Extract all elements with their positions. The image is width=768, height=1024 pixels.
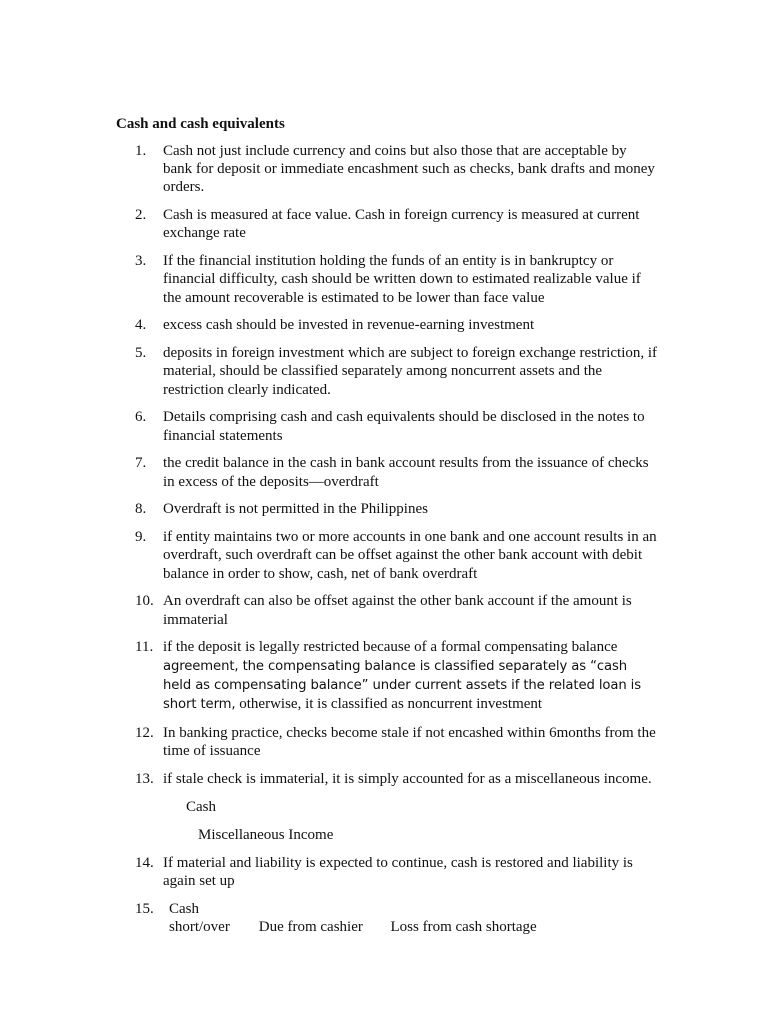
list-item — [0, 592, 768, 628]
list-number: 1. — [135, 143, 147, 159]
section-heading: Cash and cash equivalents — [116, 116, 285, 132]
list-item — [0, 638, 768, 714]
list-number: 7. — [135, 455, 147, 472]
list-item-text: otherwise, it is classified as noncurrent investment — [239, 696, 543, 713]
list-item-text: if entity maintains two or more accounts in one bank and one account results in an overdraft, such overdraft can be offset against the other bank account with debit balance in order to show, cash, net of bank overdraft — [163, 529, 657, 582]
list-number: 13. — [135, 770, 154, 787]
list-number: 14. — [135, 854, 154, 871]
list-item — [0, 454, 768, 490]
journal-debit-account: Cash — [186, 798, 216, 815]
list-number: 15. — [135, 900, 154, 917]
list-item — [0, 500, 768, 518]
list-number: 12. — [135, 724, 154, 741]
list-number: 6. — [135, 409, 147, 426]
list-item-text: If the financial institution holding the funds of an entity is in bankruptcy or financial difficulty, cash should be written down to estimated realizable value if the amount recoverable is estimated to be lower than face value — [163, 253, 641, 306]
list-item-text: excess cash should be invested in revenue-earning investment — [163, 317, 535, 334]
list-item — [0, 408, 768, 444]
list-number: 9. — [135, 529, 147, 546]
list-item — [0, 252, 768, 307]
list-item-text: Details comprising cash and cash equivalents should be disclosed in the notes to financial statements — [163, 409, 645, 444]
list-item — [0, 344, 768, 399]
list-item — [0, 724, 768, 760]
list-item-text: Cash not just include currency and coins but also those that are acceptable by bank for deposit or immediate encashment such as checks, bank drafts and money orders. — [163, 143, 655, 196]
list-number: 10. — [135, 593, 154, 610]
list-item-text: if stale check is immaterial, it is simply accounted for as a miscellaneous income. — [163, 770, 652, 787]
list-number: 11. — [135, 639, 154, 656]
list-item — [0, 316, 768, 334]
list-item — [0, 854, 768, 890]
list-item — [0, 142, 768, 197]
account-loss-from-cash-shortage: Loss from cash shortage — [390, 918, 537, 935]
account-cash-short-over: Cash short/over — [169, 900, 230, 935]
list-item-text: In banking practice, checks become stale if not encashed within 6months from the time of issuance — [163, 724, 656, 760]
journal-credit-line — [0, 826, 768, 844]
list-item-text: deposits in foreign investment which are subject to foreign exchange restriction, if material, should be classified separately among noncurrent assets and the restriction clearly indicated. — [163, 345, 658, 398]
list-item — [0, 900, 768, 936]
journal-credit-account: Miscellaneous Income — [198, 826, 334, 843]
list-number: 5. — [135, 345, 147, 362]
list-item — [0, 206, 768, 242]
list-number: 3. — [135, 253, 147, 270]
numbered-list — [0, 142, 768, 946]
list-item-text: if the deposit is legally restricted because of a formal compensating balance — [163, 639, 618, 656]
account-due-from-cashier: Due from cashier — [258, 918, 363, 935]
journal-debit-line — [0, 798, 768, 816]
list-item-text-sans: agreement, the compensating balance is classified separately as “cash held as compensating balance” under current assets if the related loan is short term, — [163, 658, 642, 713]
list-number: 2. — [135, 207, 147, 224]
list-item — [0, 770, 768, 788]
list-item-text: Cash is measured at face value. Cash in foreign currency is measured at current exchange rate — [163, 207, 640, 242]
list-item-text: the credit balance in the cash in bank account results from the issuance of checks in excess of the deposits—overdraft — [163, 455, 649, 490]
list-item — [0, 528, 768, 583]
list-item-text: Overdraft is not permitted in the Philippines — [163, 501, 428, 518]
list-item-text: An overdraft can also be offset against the other bank account if the amount is immaterial — [163, 593, 632, 628]
list-item-text: If material and liability is expected to continue, cash is restored and liability is again set up — [163, 854, 633, 889]
list-number: 8. — [135, 501, 147, 518]
list-number: 4. — [135, 317, 147, 334]
